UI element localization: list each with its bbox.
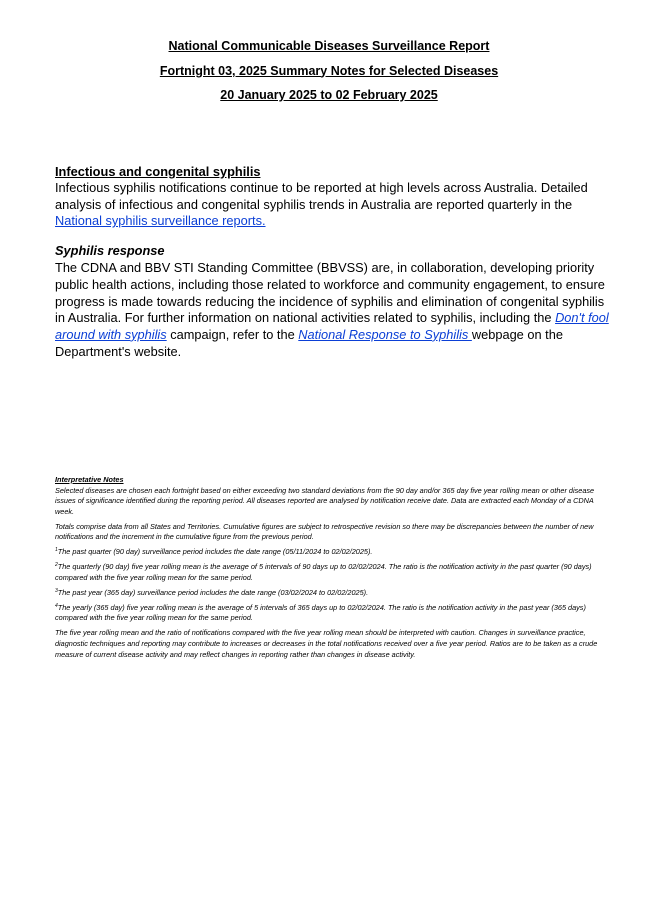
footnote-4-marker: 4 bbox=[55, 602, 58, 609]
notes-heading: Interpretative Notes bbox=[55, 475, 124, 484]
report-date-range: 20 January 2025 to 02 February 2025 bbox=[220, 88, 438, 102]
interpretative-notes bbox=[55, 475, 605, 665]
footnote-4-text: The yearly (365 day) five year rolling mean is the average of 5 intervals of 365 days up to 02/02/2024. The ratio is the notification activity in the past year (365 days) compared with the five year rolling mean for the same period. bbox=[55, 602, 586, 623]
footnote-3-marker: 3 bbox=[55, 587, 58, 594]
syphilis-heading: Infectious and congenital syphilis bbox=[55, 164, 261, 179]
syphilis-reports-link[interactable]: National syphilis surveillance reports. bbox=[55, 213, 266, 229]
footnote-2 bbox=[55, 562, 605, 583]
response-heading: Syphilis response bbox=[55, 243, 165, 259]
response-paragraph bbox=[55, 260, 615, 360]
footnote-1-marker: 1 bbox=[55, 547, 58, 554]
syphilis-text: Infectious syphilis notifications continue to be reported at high levels across Australia. Detailed analysis of infectious and congenital syphilis trends in Australia are reported quarterly in the bbox=[55, 180, 588, 212]
footnote-3-text: The past year (365 day) surveillance period includes the date range (03/02/2024 to 02/02/2025). bbox=[57, 587, 369, 597]
main-content bbox=[55, 163, 615, 360]
note-selection: Selected diseases are chosen each fortnight based on either exceeding two standard deviations from the 90 day and/or 365 day five year rolling mean or other disease issues of significance identified during the reporting period. All diseases reported are analysed by notification receive date. Data are extracted each Monday of a CDNA week. bbox=[55, 485, 595, 516]
footnote-1 bbox=[55, 547, 605, 558]
footnote-4 bbox=[55, 603, 605, 624]
response-text-c: webpage on the Department's website. bbox=[55, 326, 563, 359]
syphilis-paragraph bbox=[55, 180, 615, 230]
report-title: National Communicable Diseases Surveillance Report bbox=[168, 39, 490, 53]
national-response-link[interactable]: National Response to Syphilis bbox=[298, 326, 472, 342]
footnote-2-marker: 2 bbox=[55, 562, 58, 569]
note-totals: Totals comprise data from all States and Territories. Cumulative figures are subject to retrospective revision so there may be discrepancies between the number of new notifications and the increment in the cumulative figure from the previous period. bbox=[55, 521, 594, 542]
note-caution: The five year rolling mean and the ratio of notifications compared with the five year rolling mean should be interpreted with caution. Changes in surveillance practice, diagnostic techniques and reporting may contribute to increases or decreases in the total notifications received over a five year period. Ratios are to be taken as a crude measure of current disease activity and may reflect changes in reporting rather than changes in disease activity. bbox=[55, 628, 598, 659]
footnote-2-text: The quarterly (90 day) five year rolling mean is the average of 5 intervals of 90 days up to 02/02/2024. The ratio is the notification activity in the past quarter (90 days) compared with the five year rolling mean for the same period. bbox=[55, 562, 592, 582]
footnote-3 bbox=[55, 588, 605, 599]
campaign-link[interactable]: Don't fool around with syphilis bbox=[55, 310, 609, 342]
report-subtitle: Fortnight 03, 2025 Summary Notes for Selected Diseases bbox=[159, 63, 499, 78]
report-header bbox=[0, 40, 658, 114]
response-text-a: The CDNA and BBV STI Standing Committee (BBVSS) are, in collaboration, developing priority public health actions, including those related to workforce and community engagement, to ensure progress is made towards reducing the incidence of syphilis and elimination of congenital syphilis in Australia. For further information on national activities related to syphilis, including the bbox=[55, 260, 605, 326]
response-text-b: campaign, refer to the bbox=[166, 326, 299, 342]
footnote-1-text: The past quarter (90 day) surveillance period includes the date range (05/11/2024 to 02/02/2025). bbox=[57, 547, 373, 557]
